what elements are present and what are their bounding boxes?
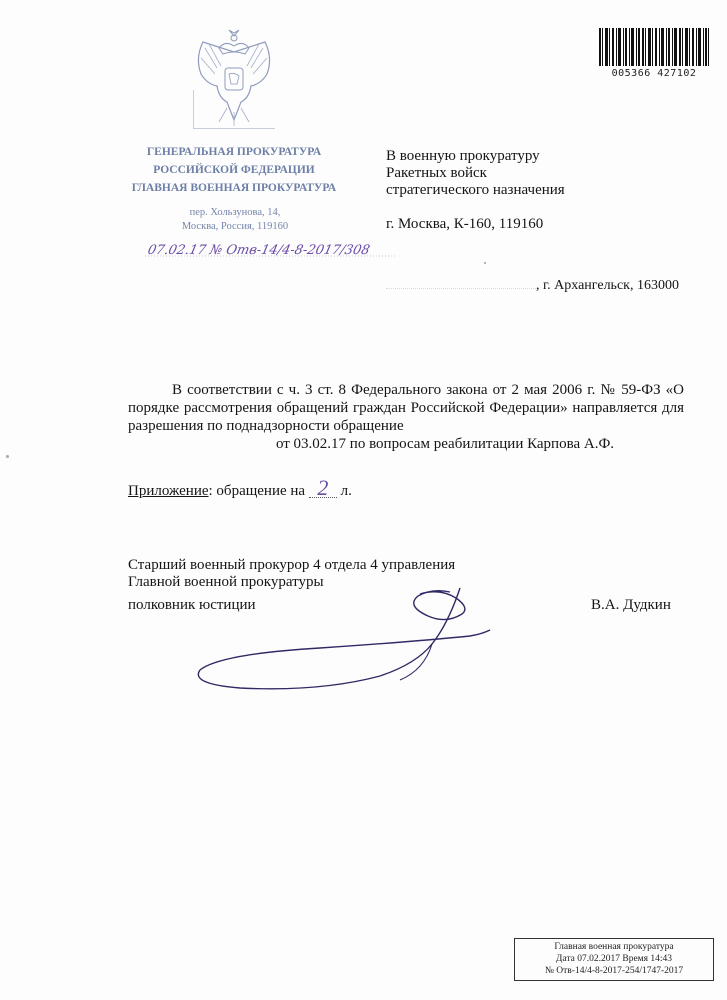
- letter-body: [128, 381, 684, 453]
- attachment-suffix: л.: [340, 483, 352, 499]
- org-address-line-2: Москва, Россия, 119160: [181, 221, 289, 232]
- scan-speck: [6, 455, 9, 458]
- recipient-line-1: В военную прокуратуру: [386, 148, 540, 164]
- attachment-text: : обращение на: [208, 483, 306, 499]
- recipient-city-line: г. Москва, К-160, 119160: [386, 216, 544, 232]
- signatory-rank: полковник юстиции: [128, 597, 256, 613]
- barcode-bars: [597, 28, 711, 66]
- signatory-name: В.А. Дудкин: [591, 597, 671, 613]
- stamp-line-2: Дата 07.02.2017 Время 14:43: [555, 954, 673, 964]
- org-line-2: РОССИЙСКОЙ ФЕДЕРАЦИИ: [153, 164, 315, 176]
- body-paragraph: [128, 381, 684, 453]
- org-address-line-1: пер. Хользунова, 14,: [189, 207, 281, 218]
- org-line-1: ГЕНЕРАЛЬНАЯ ПРОКУРАТУРА: [146, 146, 322, 158]
- signatory-title-line-1: Старший военный прокурор 4 отдела 4 управления: [128, 557, 456, 573]
- attachment-page-count: 2: [309, 479, 337, 498]
- body-text-main: В соответствии с ч. 3 ст. 8 Федерального закона от 2 мая 2006 г. № 59-ФЗ «О порядке рассмотрения обращений граждан Российской Федерации» направляется для разрешения по поднадзорности обращение: [128, 382, 684, 434]
- body-text-last: от 03.02.17 по вопросам реабилитации Карпова А.Ф.: [275, 436, 615, 452]
- handwritten-signature: [170, 584, 500, 699]
- signatory-title-line-2: Главной военной прокуратуры: [128, 574, 324, 590]
- addressee-block: [386, 278, 686, 294]
- attachment-label: Приложение: [128, 483, 209, 499]
- registration-stamp: [514, 938, 714, 981]
- attachment-line: [128, 475, 352, 500]
- handwritten-registration-number: [145, 236, 395, 266]
- recipient-block: [386, 148, 716, 233]
- stamp-line-3: № Отв-14/4-8-2017-254/1747-2017: [544, 966, 684, 976]
- org-line-3: ГЛАВНАЯ ВОЕННАЯ ПРОКУРАТУРА: [131, 182, 337, 194]
- barcode: [597, 28, 711, 84]
- scan-speck: [484, 262, 486, 264]
- registration-text: 07.02.17 № Отв-14/4-8-2017/308: [146, 243, 372, 258]
- stamp-line-1: Главная военная прокуратура: [554, 942, 674, 952]
- recipient-line-2: Ракетных войск: [386, 165, 487, 181]
- redacted-address: [386, 282, 536, 289]
- coat-of-arms-emblem: [189, 28, 279, 130]
- recipient-line-3: стратегического назначения: [386, 182, 565, 198]
- barcode-number: 005366 427102: [611, 68, 697, 79]
- issuing-organization: [100, 143, 368, 197]
- organization-address: [150, 206, 320, 234]
- addressee-city: , г. Архангельск, 163000: [536, 278, 679, 293]
